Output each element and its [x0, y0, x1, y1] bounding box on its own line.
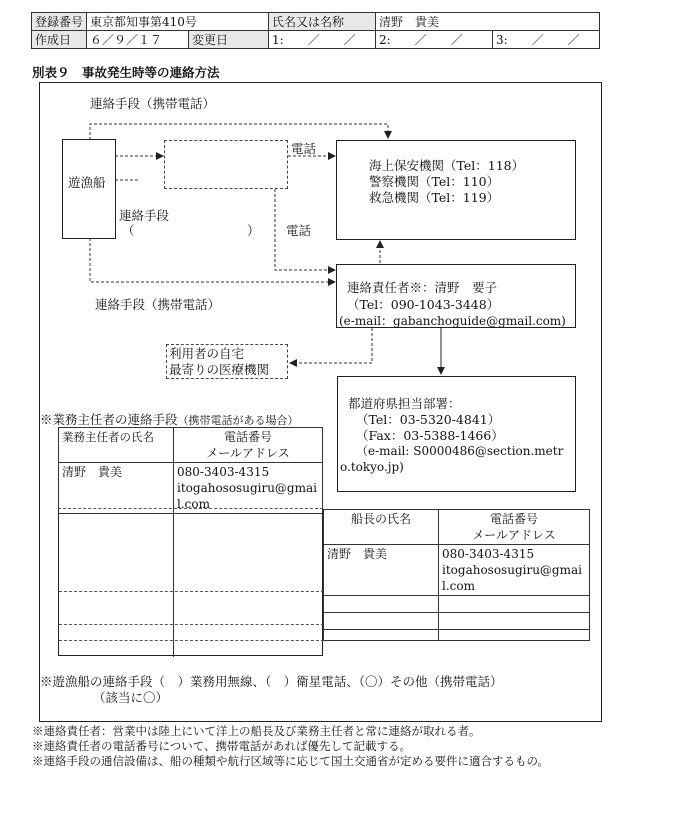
home-line-2: 最寄りの医療機関 [169, 362, 270, 377]
manager-col-contact [174, 428, 323, 463]
boat-means-line-2: （該当に〇） [93, 690, 169, 705]
manager-table [58, 427, 323, 514]
note-2: ※連絡責任者の電話番号について、携帯電話があれば優先して記載する。 [32, 739, 412, 753]
phone-label-1: 電話 [291, 141, 317, 156]
captain-mail-2: l.com [442, 579, 475, 593]
manager-title-note: （携帯電話がある場合） [177, 414, 299, 427]
agency-ambulance: 救急機関（Tel：119） [369, 190, 500, 205]
note-1: ※連絡責任者：営業中は陸上にいて洋上の船長及び業務主任者と常に連絡が取れる者。 [32, 724, 481, 738]
contact-person: 連絡責任者※：清野 要子 [347, 280, 498, 295]
manager-name: 清野 貴美 [59, 463, 174, 514]
captain-col-phone: 電話番号 [489, 512, 538, 526]
captain-table [323, 509, 590, 641]
changed-label: 変更日 [189, 31, 269, 49]
registration-value: 東京都知事第410号 [87, 13, 269, 31]
name-label: 氏名又は名称 [269, 13, 376, 31]
agencies-box [336, 140, 576, 240]
manager-col-mail: メールアドレス [206, 446, 290, 460]
contact-box [336, 264, 576, 328]
captain-col-name: 船長の氏名 [324, 510, 439, 545]
change-date-1: 1: ／ ／ [269, 31, 376, 49]
prefecture-tel: （Tel：03-5320-4841） [356, 412, 501, 427]
phone-label-2: 電話 [286, 223, 312, 238]
middle-route-label: 連絡手段 [119, 208, 170, 223]
contact-phone: （Tel：090-1043-3448） [347, 297, 500, 312]
change-date-2: 2: ／ ／ [376, 31, 493, 49]
bottom-route-label: 連絡手段（携帯電話） [95, 297, 221, 312]
section-title: 別表９ 事故発生時等の連絡方法 [32, 65, 220, 80]
prefecture-fax: （Fax：03-5388-1466） [356, 428, 504, 443]
captain-contact [439, 545, 590, 596]
captain-mail-1: itogahososugiru@gmai [442, 563, 582, 577]
agency-police: 警察機関（Tel：110） [369, 174, 500, 189]
manager-mail-2: l.com [177, 497, 210, 511]
manager-col-phone: 電話番号 [223, 430, 272, 444]
agency-coast-guard: 海上保安機関（Tel：118） [369, 158, 525, 173]
prefecture-box [337, 376, 576, 492]
prefecture-title: 都道府県担当部署： [348, 396, 461, 411]
captain-col-mail: メールアドレス [472, 528, 556, 542]
manager-title-main: ※業務主任者の連絡手段 [40, 412, 178, 427]
contact-email: (e-mail：gabanchoguide@gmail.com) [339, 314, 566, 328]
manager-contact [174, 463, 323, 514]
boat-box [62, 139, 116, 239]
manager-table-extra [58, 508, 323, 656]
home-line-1: 利用者の自宅 [169, 346, 245, 361]
boat-label: 遊漁船 [68, 175, 106, 190]
note-3: ※連絡手段の通信設備は、船の種類や航行区域等に応じて国土交通省が定める要件に適合するもの。 [32, 754, 550, 768]
captain-col-contact [439, 510, 590, 545]
registration-label: 登録番号 [32, 13, 87, 31]
home-box [166, 344, 288, 379]
captain-name: 清野 貴美 [324, 545, 439, 596]
prefecture-email-1: （e-mail: S0000486@section.metr [356, 444, 564, 458]
manager-phone: 080-3403-4315 [177, 465, 270, 479]
middle-route-blank: （ ） [122, 223, 260, 238]
captain-phone: 080-3403-4315 [442, 547, 535, 561]
middle-box [164, 140, 288, 189]
manager-col-name: 業務主任者の氏名 [59, 428, 174, 463]
prefecture-email-2: o.tokyo.jp) [340, 460, 404, 474]
created-label: 作成日 [32, 31, 87, 49]
manager-mail-1: itogahososugiru@gmai [177, 481, 317, 495]
change-date-3: 3: ／ ／ [493, 31, 600, 49]
name-value: 清野 貴美 [376, 13, 600, 31]
created-value: ６／９／１７ [87, 31, 189, 49]
top-route-label: 連絡手段（携帯電話） [90, 96, 216, 111]
boat-means-line-1: ※遊漁船の連絡手段（ ）業務用無線、（ ）衛星電話、（〇）その他（携帯電話） [40, 674, 503, 689]
